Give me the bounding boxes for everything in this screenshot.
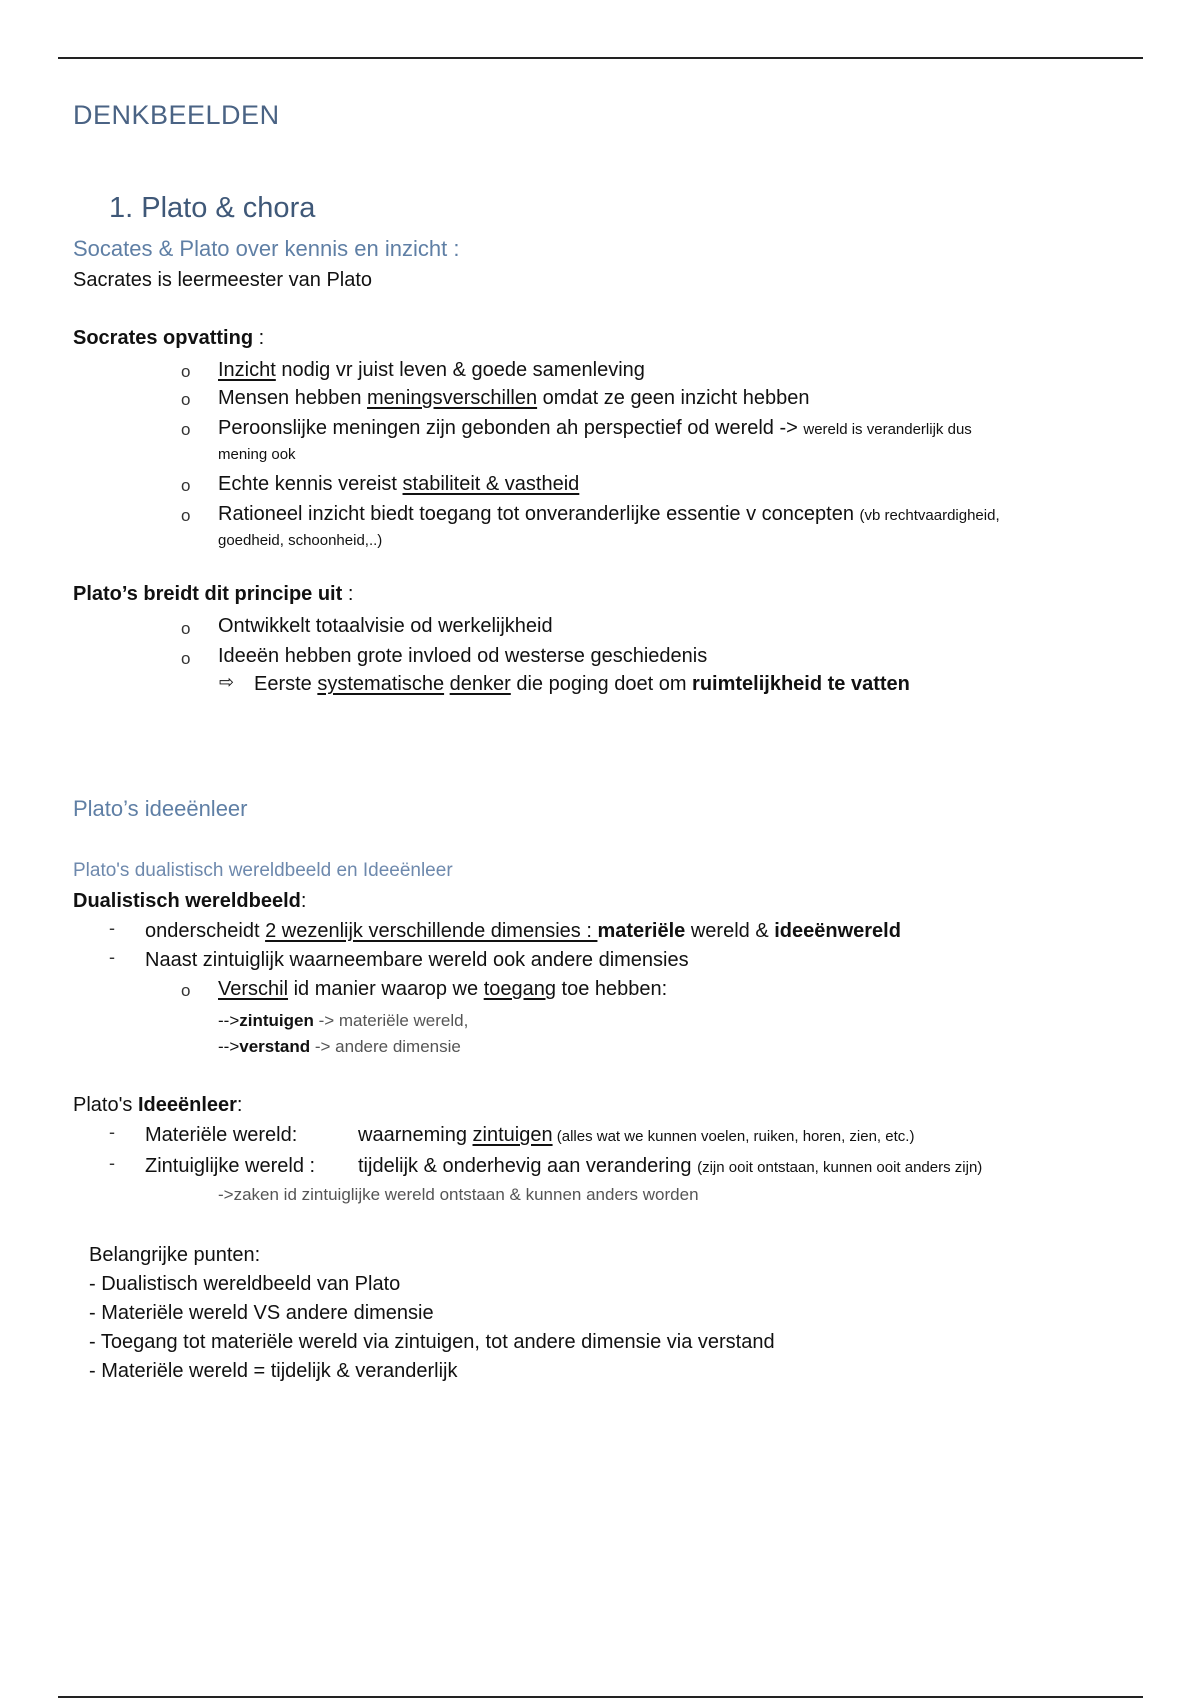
zintuigen-line — [218, 1011, 468, 1031]
socrates-item-2 — [218, 385, 810, 411]
underline-zintuigen: zintuigen — [472, 1124, 553, 1146]
socrates-item-5 — [218, 501, 1000, 529]
plato-arrow-item — [254, 671, 910, 697]
subheading-kennis: Socates & Plato over kennis en inzicht : — [73, 236, 460, 261]
bullet-3: o — [181, 420, 191, 439]
document-title: DENKBEELDEN — [73, 100, 280, 130]
verstand-bold: verstand — [239, 1037, 311, 1056]
summary-item-3: - Toegang tot materiële wereld via zintuigen, tot andere dimensie via verstand — [89, 1331, 775, 1353]
materiele-desc — [358, 1122, 914, 1150]
bullet-5: o — [181, 506, 191, 525]
underline-toegang: toegang — [483, 978, 556, 1000]
subheading-ideeenleer: Plato’s ideeënleer — [73, 796, 248, 821]
dual-item-1 — [145, 918, 901, 944]
idee-pre: Plato's — [73, 1094, 138, 1116]
bullet-2: o — [181, 390, 191, 409]
heading-text: Plato & chora — [141, 192, 316, 224]
item-3-small: wereld is veranderlijk dus — [803, 421, 972, 438]
bullet-8: o — [181, 981, 191, 1000]
summary-item-2: - Materiële wereld VS andere dimensie — [89, 1302, 434, 1324]
plato-label — [73, 581, 353, 607]
item-5-main: Rationeel inzicht biedt toegang tot onveranderlijke essentie v concepten — [218, 503, 860, 525]
z-main: tijdelijk & onderhevig aan verandering — [358, 1155, 698, 1177]
item-4-pre: Echte kennis vereist — [218, 473, 403, 495]
m-pre: waarneming — [358, 1124, 473, 1146]
dual-item-2: Naast zintuiglijk waarneembare wereld ook andere dimensies — [145, 949, 689, 971]
socrates-label-text: Socrates opvatting — [73, 327, 254, 349]
d3-rest: toe hebben: — [555, 978, 668, 1000]
summary-item-4: - Materiële wereld = tijdelijk & veranderlijk — [89, 1360, 458, 1382]
d1-bold-2: ideeënwereld — [774, 920, 901, 942]
underline-meningsverschillen: meningsverschillen — [367, 387, 538, 409]
underline-dimensies: 2 wezenlijk verschillende dimensies : — [265, 920, 598, 942]
item-3-main: Peroonslijke meningen zijn gebonden ah perspectief od wereld -> — [218, 417, 804, 439]
m-small: (alles wat we kunnen voelen, ruiken, horen, zien, etc.) — [552, 1128, 915, 1145]
d1-bold-1: materiële — [597, 920, 686, 942]
d3-mid: id manier waarop we — [288, 978, 484, 1000]
dual-colon: : — [300, 890, 307, 912]
verstand-rest: -> andere dimensie — [310, 1037, 461, 1056]
d1-mid: wereld & — [685, 920, 775, 942]
arrow-icon: ⇨ — [219, 672, 235, 692]
underline-denker: denker — [449, 673, 511, 695]
underline-inzicht: Inzicht — [218, 359, 276, 381]
idee-colon: : — [236, 1094, 243, 1116]
arrow-bold: ruimtelijkheid te vatten — [692, 673, 910, 695]
zintuigen-arrow: --> — [218, 1011, 240, 1030]
bullet-7: o — [181, 649, 191, 668]
bullet-6: o — [181, 619, 191, 638]
z-small: (zijn ooit ontstaan, kunnen ooit anders zijn) — [697, 1159, 983, 1176]
socrates-colon: : — [253, 327, 265, 349]
item-5-small: (vb rechtvaardigheid, — [859, 507, 1000, 524]
socrates-item-3 — [218, 415, 972, 443]
materiele-label: Materiële wereld: — [145, 1124, 298, 1146]
heading-number: 1. — [109, 192, 134, 224]
subheading-dualistisch: Plato's dualistisch wereldbeeld en Ideeënleer — [73, 860, 453, 881]
zintuigen-rest: -> materiële wereld, — [313, 1011, 469, 1030]
dual-item-3 — [218, 976, 667, 1002]
summary-heading: Belangrijke punten: — [89, 1244, 261, 1266]
underline-stabiliteit: stabiliteit & vastheid — [402, 473, 580, 495]
item-2-rest: omdat ze geen inzicht hebben — [537, 387, 810, 409]
bullet-4: o — [181, 476, 191, 495]
dash-2: - — [109, 947, 115, 967]
zintuiglijke-label: Zintuiglijke wereld : — [145, 1155, 316, 1177]
idee-bold: Ideeënleer — [137, 1094, 237, 1116]
bottom-rule — [58, 1696, 1143, 1698]
dash-4: - — [109, 1153, 115, 1173]
summary-item-1: - Dualistisch wereldbeeld van Plato — [89, 1273, 401, 1295]
top-rule — [58, 57, 1143, 59]
dual-label-text: Dualistisch wereldbeeld — [73, 890, 301, 912]
verstand-line — [218, 1037, 461, 1057]
intro-line: Sacrates is leermeester van Plato — [73, 269, 373, 291]
socrates-item-3-cont: mening ook — [218, 446, 296, 463]
bullet-1: o — [181, 362, 191, 381]
socrates-item-4 — [218, 471, 579, 497]
dualistisch-label — [73, 888, 306, 914]
item-1-rest: nodig vr juist leven & goede samenleving — [275, 359, 645, 381]
d1-pre: onderscheidt — [145, 920, 266, 942]
zintuiglijke-sub: ->zaken id zintuiglijke wereld ontstaan & kunnen anders worden — [218, 1185, 699, 1204]
item-2-pre: Mensen hebben — [218, 387, 368, 409]
dash-1: - — [109, 918, 115, 938]
socrates-item-5-cont: goedheid, schoonheid,..) — [218, 532, 383, 549]
plato-item-2: Ideeën hebben grote invloed od westerse geschiedenis — [218, 645, 708, 667]
zintuigen-bold: zintuigen — [239, 1011, 314, 1030]
plato-item-1: Ontwikkelt totaalvisie od werkelijkheid — [218, 615, 553, 637]
section-heading-plato-chora — [109, 192, 315, 225]
verstand-arrow: --> — [218, 1037, 240, 1056]
socrates-item-1 — [218, 357, 645, 383]
underline-verschil: Verschil — [218, 978, 289, 1000]
underline-systematische: systematische — [317, 673, 445, 695]
ideeenleer-label — [73, 1092, 242, 1118]
plato-label-text: Plato’s breidt dit principe uit — [73, 583, 343, 605]
zintuiglijke-desc — [358, 1153, 982, 1181]
socrates-label — [73, 325, 264, 351]
plato-colon: : — [342, 583, 354, 605]
arrow-mid: die poging doet om — [510, 673, 693, 695]
arrow-pre: Eerste — [254, 673, 318, 695]
dash-3: - — [109, 1122, 115, 1142]
